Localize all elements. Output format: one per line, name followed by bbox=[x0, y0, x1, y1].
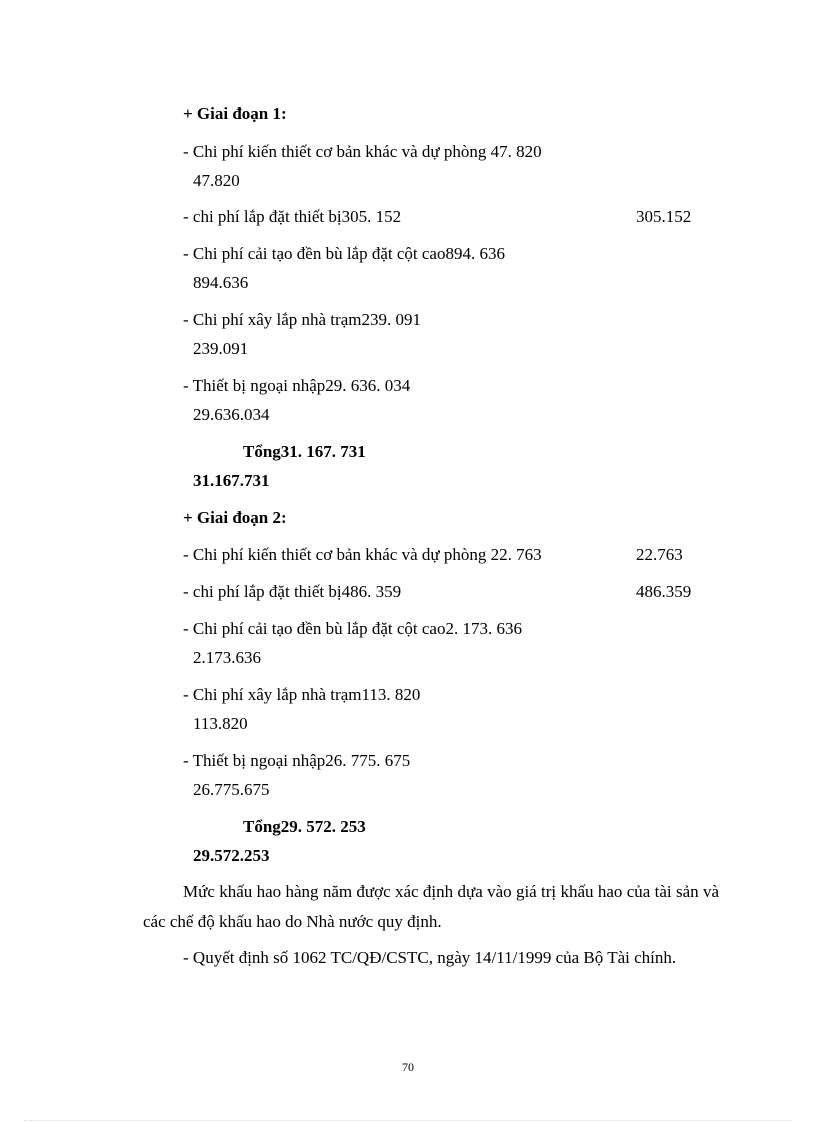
footer-divider bbox=[24, 1120, 792, 1121]
phase1-total-label: Tổng31. 167. 731 bbox=[243, 442, 366, 461]
phase2-item-1-value: 22.763 bbox=[636, 545, 683, 564]
phase1-item-5-value: 29.636.034 bbox=[193, 405, 270, 424]
depreciation-paragraph: Mức khấu hao hàng năm được xác định dựa vào giá trị khấu hao của tài sản và các chế độ khấu hao do Nhà nước quy định. bbox=[143, 882, 719, 931]
phase1-item-1-label: - Chi phí kiến thiết cơ bản khác và dự phòng 47. 820 bbox=[183, 142, 542, 161]
phase2-total-label: Tổng29. 572. 253 bbox=[243, 817, 366, 836]
decision-reference: - Quyết định số 1062 TC/QĐ/CSTC, ngày 14/11/1999 của Bộ Tài chính. bbox=[183, 948, 677, 967]
phase1-total-value: 31.167.731 bbox=[193, 471, 270, 490]
phase2-heading: + Giai đoạn 2: bbox=[183, 508, 287, 527]
phase2-item-4-value: 113.820 bbox=[193, 714, 248, 733]
phase1-item-5-label: - Thiết bị ngoại nhập29. 636. 034 bbox=[183, 376, 411, 395]
phase2-item-3-value: 2.173.636 bbox=[193, 648, 261, 667]
phase1-item-2-label: - chi phí lắp đặt thiết bị305. 152 bbox=[183, 207, 402, 226]
phase2-item-4-label: - Chi phí xây lắp nhà trạm113. 820 bbox=[183, 685, 421, 704]
phase2-item-5-value: 26.775.675 bbox=[193, 780, 270, 799]
phase1-heading: + Giai đoạn 1: bbox=[183, 104, 287, 123]
phase1-item-3-value: 894.636 bbox=[193, 273, 249, 292]
phase1-item-4-value: 239.091 bbox=[193, 339, 249, 358]
phase1-item-4-label: - Chi phí xây lắp nhà trạm239. 091 bbox=[183, 310, 421, 329]
phase2-item-1-label: - Chi phí kiến thiết cơ bản khác và dự phòng 22. 763 bbox=[183, 545, 542, 564]
phase2-item-2-label: - chi phí lắp đặt thiết bị486. 359 bbox=[183, 582, 402, 601]
phase2-item-2-value: 486.359 bbox=[636, 582, 692, 601]
phase1-item-3-label: - Chi phí cải tạo đền bù lắp đặt cột cao894. 636 bbox=[183, 244, 505, 263]
phase2-item-5-label: - Thiết bị ngoại nhập26. 775. 675 bbox=[183, 751, 411, 770]
phase1-item-2-value: 305.152 bbox=[636, 207, 692, 226]
phase2-total-value: 29.572.253 bbox=[193, 846, 270, 865]
page-number: 70 bbox=[402, 1060, 414, 1074]
phase1-item-1-value: 47.820 bbox=[193, 171, 240, 190]
phase2-item-3-label: - Chi phí cải tạo đền bù lắp đặt cột cao2. 173. 636 bbox=[183, 619, 522, 638]
